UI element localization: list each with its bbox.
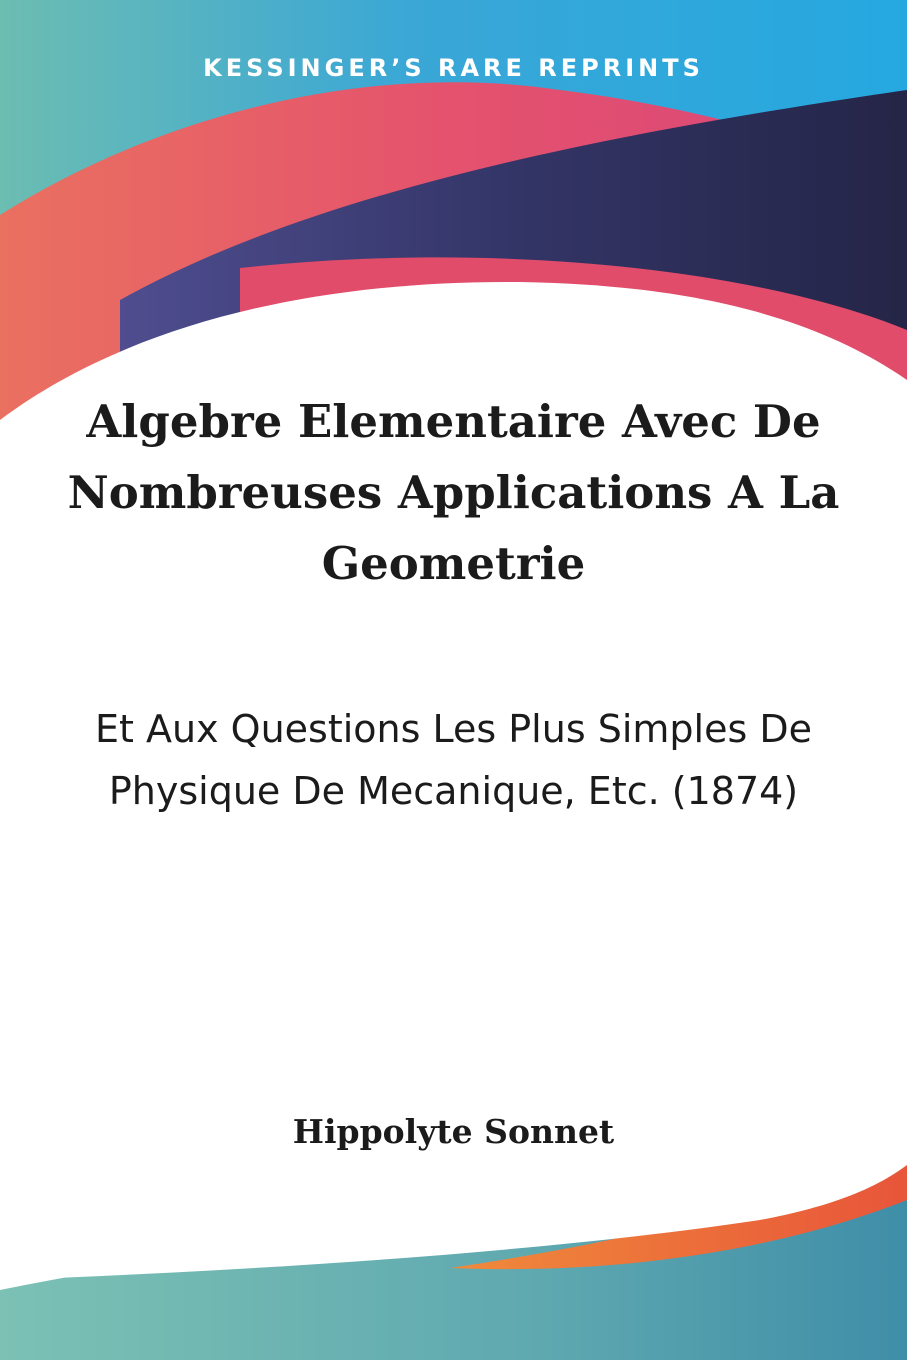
book-author: Hippolyte Sonnet bbox=[292, 1112, 615, 1151]
publisher-banner: KESSINGER’S RARE REPRINTS bbox=[203, 54, 704, 82]
book-subtitle: Et Aux Questions Les Plus Simples De Physique De Mecanique, Etc. (1874) bbox=[95, 707, 812, 813]
book-title: Algebre Elementaire Avec De Nombreuses Applications A La Geometrie bbox=[67, 395, 840, 590]
